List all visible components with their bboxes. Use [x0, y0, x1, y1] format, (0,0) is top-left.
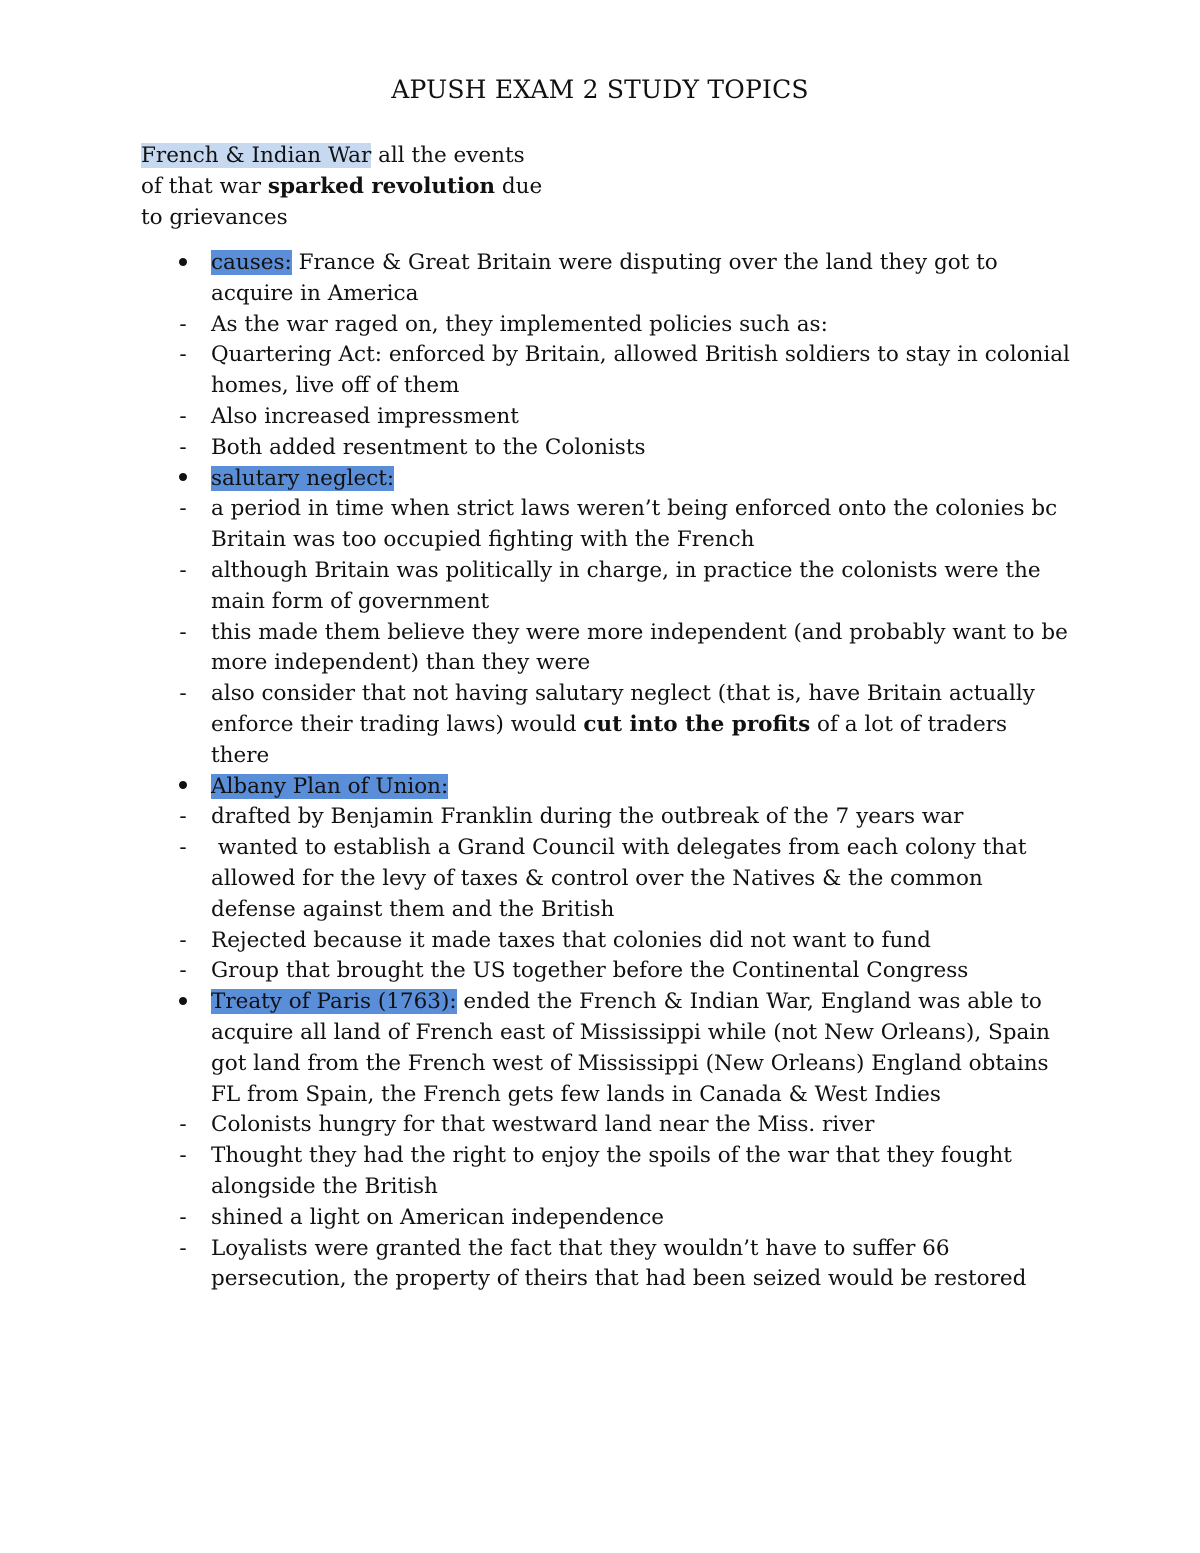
- intro-line-2: of that war sparked revolution due: [141, 174, 543, 199]
- bullet-item: [0, 464, 1071, 495]
- dash-marker: -: [179, 557, 187, 583]
- bullet-item: [0, 772, 1071, 803]
- dash-marker: -: [179, 1143, 187, 1169]
- dash-marker: -: [179, 681, 187, 707]
- dash-marker: -: [179, 619, 187, 645]
- topic-heading: Albany Plan of Union:: [211, 773, 449, 799]
- dash-item: - Thought they had the right to enjoy the spoils of the war that they fought alongside the British: [0, 1141, 1071, 1203]
- dash-marker: -: [179, 496, 187, 522]
- dash-item: - Rejected because it made taxes that colonies did not want to fund: [0, 926, 1071, 957]
- intro-paragraph: [141, 140, 661, 233]
- dash-item: - Loyalists were granted the fact that they wouldn’t have to suffer 66 persecution, the property of theirs that had been seized would be restored: [0, 1234, 1071, 1296]
- dash-item: - a period in time when strict laws weren’t being enforced onto the colonies bc Britain was too occupied fighting with the French: [0, 494, 1071, 556]
- dash-item: - Quartering Act: enforced by Britain, allowed British soldiers to stay in colonial homes, live off of them: [0, 340, 1071, 402]
- intro-line-3: to grievances: [141, 205, 288, 230]
- dash-marker: -: [179, 835, 187, 861]
- bullet-marker: [172, 464, 194, 495]
- bold-phrase: cut into the profits: [583, 711, 811, 737]
- topic-heading: Treaty of Paris (1763):: [211, 989, 457, 1015]
- bold-phrase: sparked revolution: [267, 174, 496, 199]
- dash-marker: -: [179, 311, 187, 337]
- bullet-marker: [172, 987, 194, 1018]
- topics-list: [0, 248, 1200, 1295]
- dash-item: - this made them believe they were more independent (and probably want to be more independent) than they were: [0, 618, 1071, 680]
- dash-item: - Both added resentment to the Colonists: [0, 433, 1071, 464]
- dash-marker: -: [179, 403, 187, 429]
- dash-marker: -: [179, 434, 187, 460]
- topic-heading: salutary neglect:: [211, 465, 395, 491]
- bullet-item: Treaty of Paris (1763): ended the French & Indian War, England was able to acquire all land of French east of Mississippi while (not New Orleans), Spain got land from the French west of Mississippi (New Orleans) England obtains FL from Spain, the French gets few lands in Canada & West Indies: [0, 987, 1071, 1110]
- dash-marker: -: [179, 342, 187, 368]
- dash-item: - shined a light on American independence: [0, 1203, 1071, 1234]
- dash-item: - wanted to establish a Grand Council with delegates from each colony that allowed for the levy of taxes & control over the Natives & the common defense against them and the British: [0, 833, 1071, 925]
- topic-highlight: French & Indian War: [141, 143, 372, 168]
- bullet-marker: [172, 248, 194, 279]
- topic-heading: causes:: [211, 250, 292, 275]
- dash-item: - also consider that not having salutary neglect (that is, have Britain actually enforce their trading laws) would cut into the profits of a lot of traders there: [0, 679, 1071, 771]
- dash-marker: -: [179, 1112, 187, 1138]
- bullet-marker: [172, 772, 194, 803]
- dash-marker: -: [179, 1235, 187, 1261]
- dash-marker: -: [179, 804, 187, 830]
- dash-item: - As the war raged on, they implemented policies such as:: [0, 310, 1071, 341]
- dash-item: - Colonists hungry for that westward land near the Miss. river: [0, 1110, 1071, 1141]
- dash-marker: -: [179, 958, 187, 984]
- dash-item: - drafted by Benjamin Franklin during the outbreak of the 7 years war: [0, 802, 1071, 833]
- dash-item: - Also increased impressment: [0, 402, 1071, 433]
- dash-item: - Group that brought the US together before the Continental Congress: [0, 956, 1071, 987]
- dash-item: - although Britain was politically in charge, in practice the colonists were the main form of government: [0, 556, 1071, 618]
- intro-line-1: French & Indian War all the events: [141, 143, 525, 168]
- page-title: APUSH EXAM 2 STUDY TOPICS: [391, 75, 809, 104]
- bullet-item: causes: France & Great Britain were disputing over the land they got to acquire in America: [0, 248, 1071, 310]
- dash-marker: -: [179, 927, 187, 953]
- dash-marker: -: [179, 1204, 187, 1230]
